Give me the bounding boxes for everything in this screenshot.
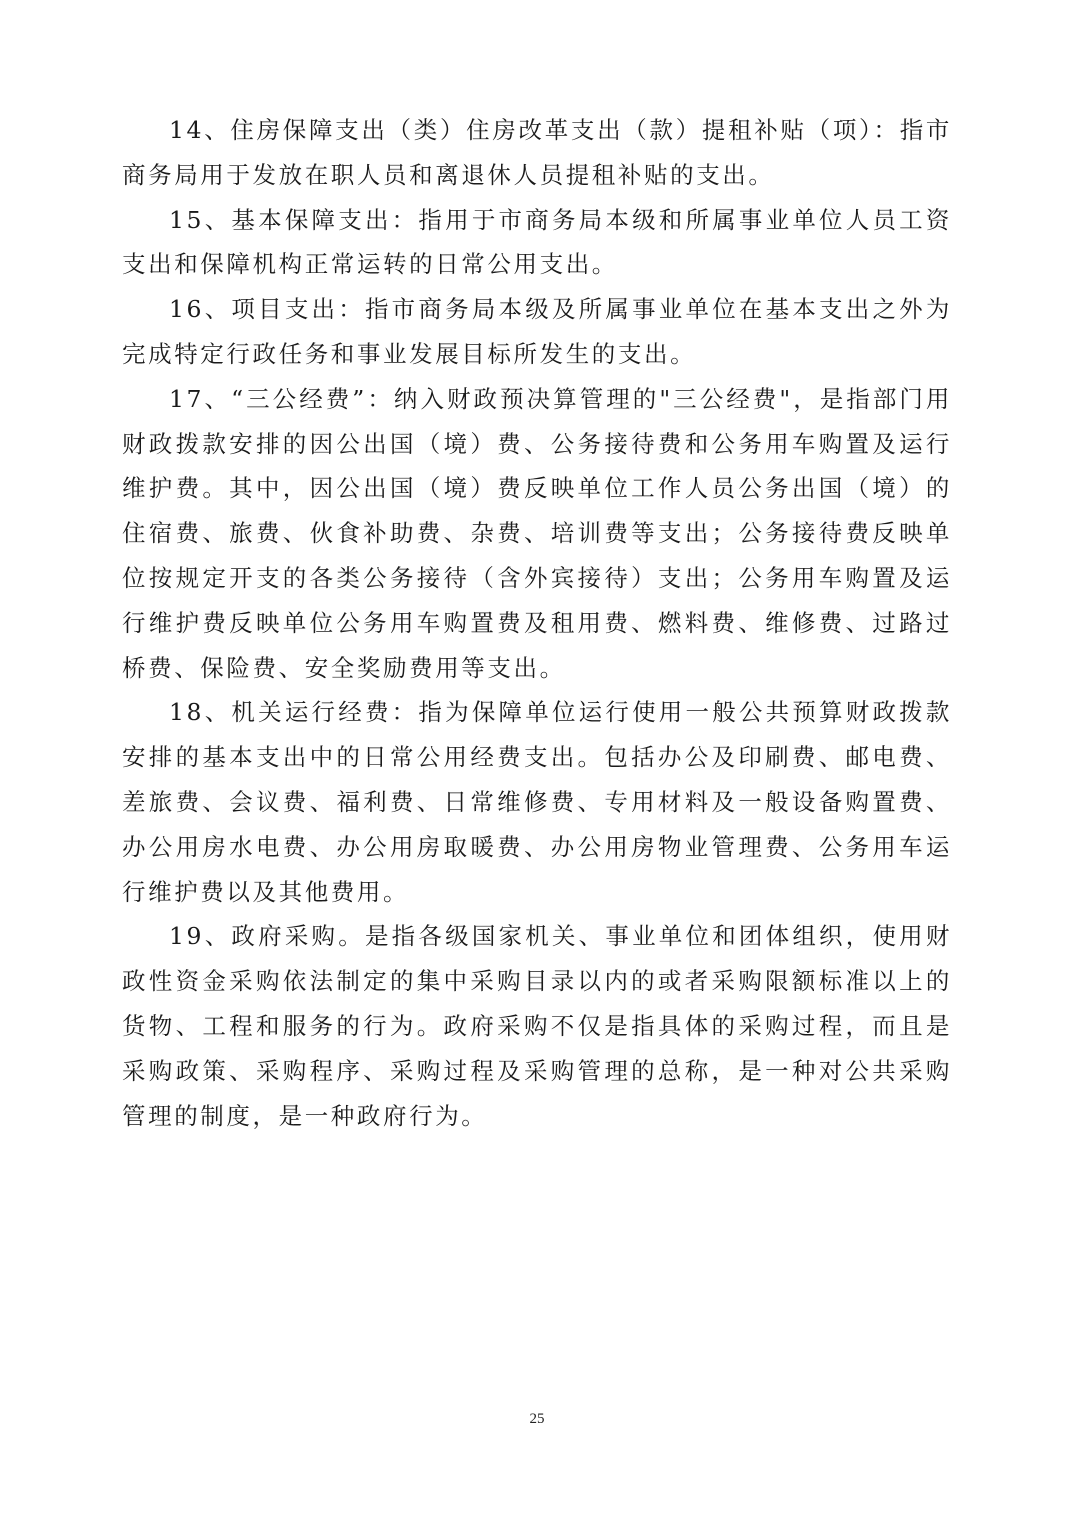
paragraph-15-basic-expenditure: 15、基本保障支出：指用于市商务局本级和所属事业单位人员工资支出和保障机构正常运转的日常公用支出。	[122, 205, 952, 279]
page-number: 25	[529, 1411, 545, 1427]
paragraph-18-operating-expenses: 18、机关运行经费：指为保障单位运行使用一般公共预算财政拨款安排的基本支出中的日常公用经费支出。包括办公及印刷费、邮电费、差旅费、会议费、福利费、日常维修费、专用材料及一般设备购置费、办公用房水电费、办公用房取暖费、办公用房物业管理费、公务用车运行维护费以及其他费用。	[122, 698, 952, 906]
document-body	[122, 108, 952, 1138]
paragraph-17-three-public-expenses: 17、“三公经费”：纳入财政预决算管理的"三公经费"，是指部门用财政拨款安排的因公出国（境）费、公务接待费和公务用车购置及运行维护费。其中，因公出国（境）费反映单位工作人员公务出国（境）的住宿费、旅费、伙食补助费、杂费、培训费等支出；公务接待费反映单位按规定开支的各类公务接待（含外宾接待）支出；公务用车购置及运行维护费反映单位公务用车购置费及租用费、燃料费、维修费、过路过桥费、保险费、安全奖励费用等支出。	[122, 384, 952, 682]
paragraph-19-government-procurement: 19、政府采购。是指各级国家机关、事业单位和团体组织，使用财政性资金采购依法制定的集中采购目录以内的或者采购限额标准以上的货物、工程和服务的行为。政府采购不仅是指具体的采购过程，而且是采购政策、采购程序、采购过程及采购管理的总称，是一种对公共采购管理的制度，是一种政府行为。	[122, 922, 952, 1130]
paragraph-14-housing-subsidy: 14、住房保障支出（类）住房改革支出（款）提租补贴（项）：指市商务局用于发放在职人员和离退休人员提租补贴的支出。	[122, 116, 952, 189]
paragraph-16-project-expenditure: 16、项目支出：指市商务局本级及所属事业单位在基本支出之外为完成特定行政任务和事业发展目标所发生的支出。	[122, 295, 952, 368]
